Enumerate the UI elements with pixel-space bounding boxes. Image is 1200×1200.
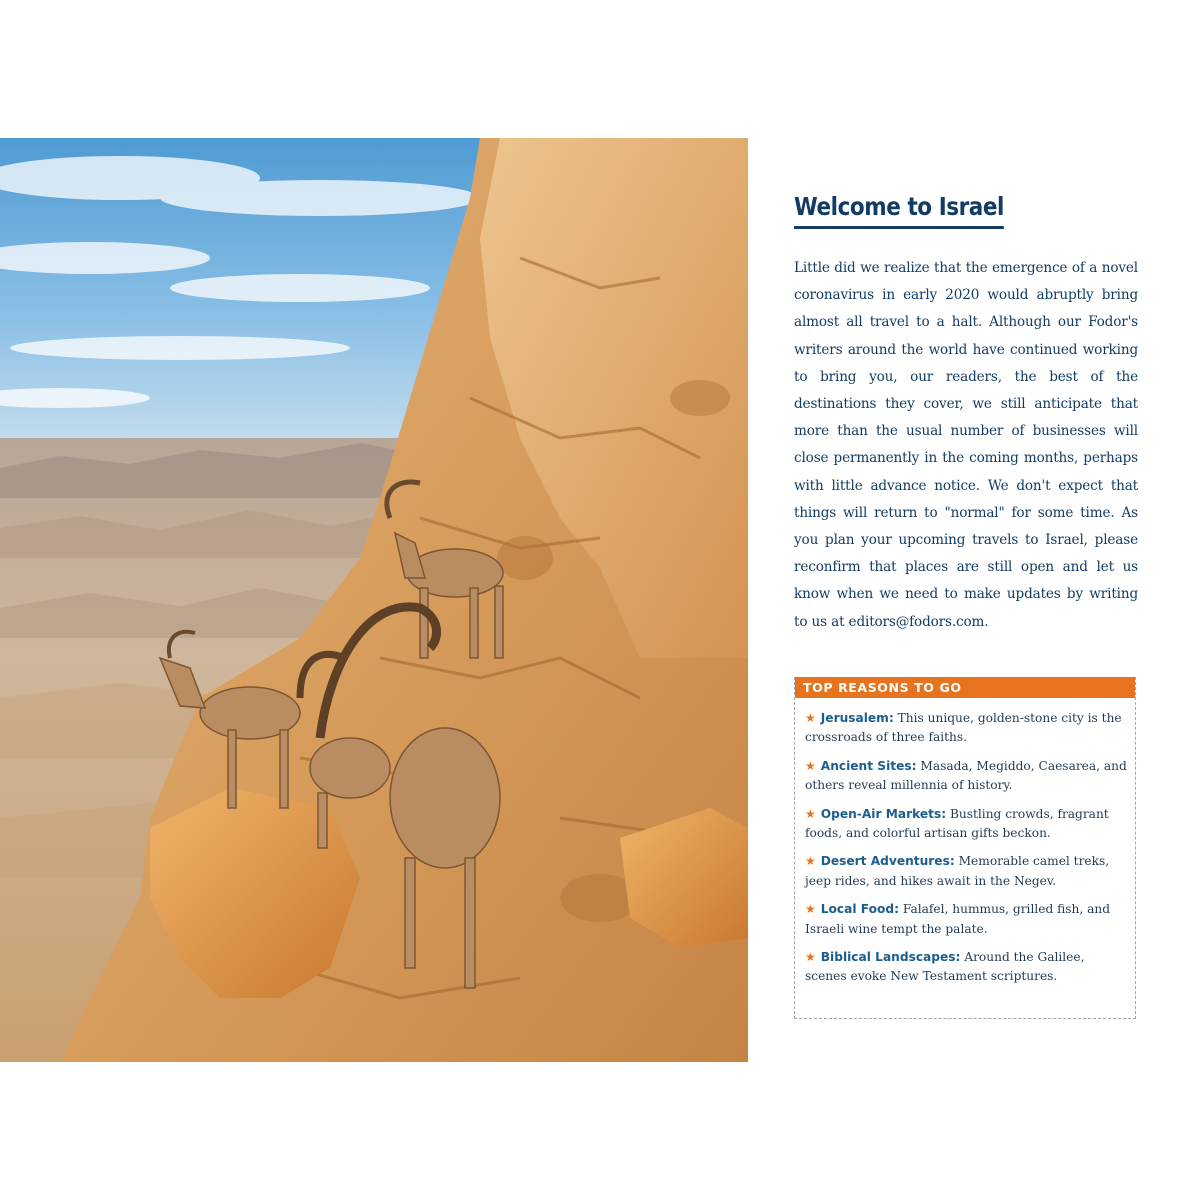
top-reasons-box [794,677,1136,1019]
reason-text: Memorable camel treks, jeep rides, and hikes await in the Negev. [805,854,1110,888]
reason-name: Local Food: [820,902,899,917]
reason-text: This unique, golden-stone city is the crossroads of three faiths. [805,711,1122,745]
star-icon: ★ [805,758,816,773]
star-icon: ★ [805,950,816,965]
reason-name: Open-Air Markets: [820,806,947,821]
reason-item [805,757,1127,796]
article-title: Welcome to Israel [794,192,1004,229]
reason-item [805,948,1127,987]
article-intro: Little did we realize that the emergence of a novel coronavirus in early 2020 would abruptly bring almost all travel to a halt. Although our Fodor's writers around the world have continued working to bring you, our readers, the best of the destinations they cover, we still anticipate that more than the usual number of businesses will close permanently in the coming months, perhaps with little advance notice. We don't expect that things will return to "normal" for some time. As you plan your upcoming travels to Israel, please reconfirm that places are still open and let us know when we need to make updates by writing to us at editors@fodors.com. [794,260,1138,630]
star-icon: ★ [805,854,816,869]
reason-text: Bustling crowds, fragrant foods, and colorful artisan gifts beckon. [805,806,1109,841]
reason-item [805,709,1127,748]
star-icon: ★ [805,806,816,821]
welcome-article [794,192,1138,636]
reason-name: Biblical Landscapes: [820,950,961,965]
top-reasons-list [795,698,1135,987]
reason-text: Masada, Megiddo, Caesarea, and others reveal millennia of history. [805,758,1127,793]
reason-item [805,805,1127,844]
reason-name: Jerusalem: [820,711,894,725]
reason-text: Falafel, hummus, grilled fish, and Israeli wine tempt the palate. [805,902,1111,936]
reason-text: Around the Galilee, scenes evoke New Testament scriptures. [805,950,1085,984]
ibex-cliff-photo [0,138,748,1062]
reason-item [805,900,1127,939]
reason-name: Ancient Sites: [820,758,917,773]
top-reasons-header: TOP REASONS TO GO [795,677,1135,698]
reason-name: Desert Adventures: [820,854,955,869]
star-icon: ★ [805,902,816,917]
star-icon: ★ [805,711,816,725]
reason-item [805,852,1127,891]
